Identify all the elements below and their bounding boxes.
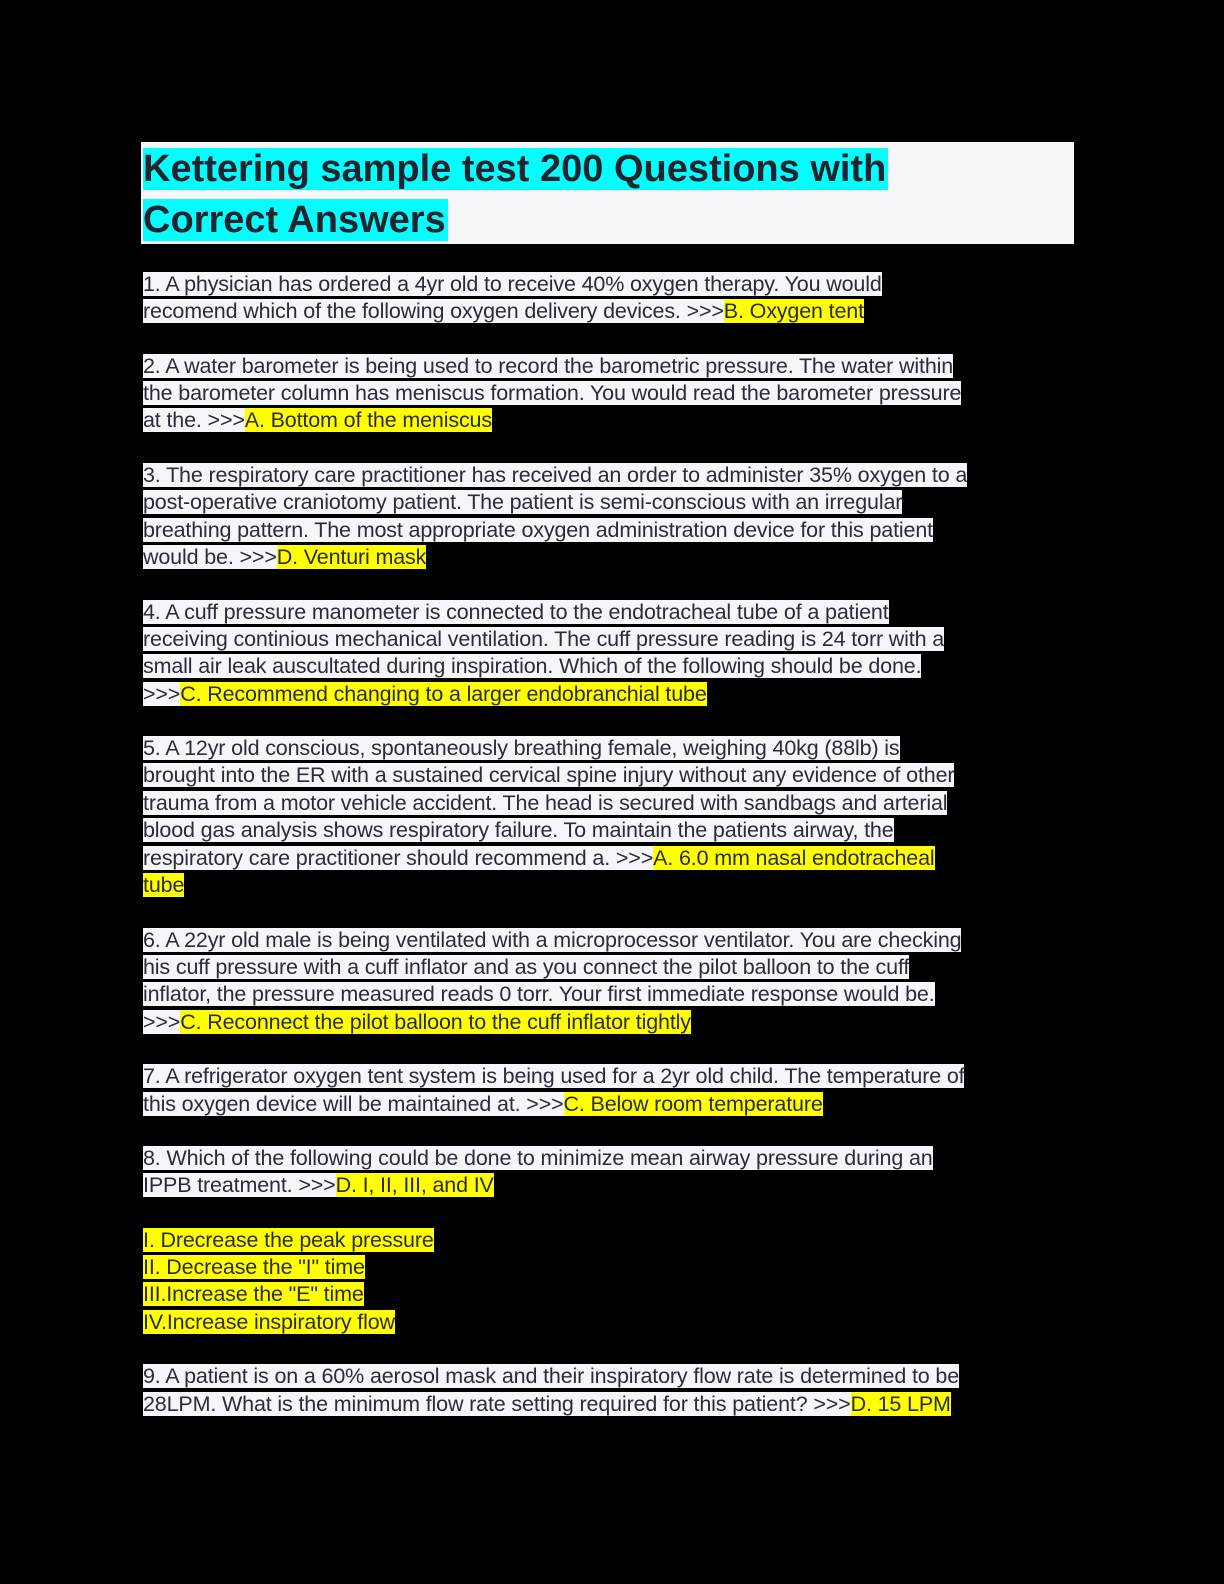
question-7-line-2: this oxygen device will be maintained at. >>>C. Below room temperature: [143, 1092, 823, 1116]
answer-highlight: D. Venturi mask: [276, 545, 427, 569]
question-3-line-3: breathing pattern. The most appropriate oxygen administration device for this patient: [143, 518, 933, 542]
question-4-line-3: small air leak auscultated during inspiration. Which of the following should be done.: [143, 654, 922, 678]
question-6-line-3: inflator, the pressure measured reads 0 torr. Your first immediate response would be.: [143, 982, 935, 1006]
answer-highlight: B. Oxygen tent: [723, 299, 864, 323]
question-2-line-1: 2. A water barometer is being used to record the barometric pressure. The water within: [143, 354, 954, 378]
document-title-line-2: Correct Answers: [143, 199, 446, 241]
question-3-line-1: 3. The respiratory care practitioner has received an order to administer 35% oxygen to a: [143, 463, 968, 487]
answer-highlight: A. Bottom of the meniscus: [244, 408, 492, 432]
document-title-line-1: Kettering sample test 200 Questions with: [143, 148, 887, 190]
question-2-line-3: at the. >>>A. Bottom of the meniscus: [143, 408, 492, 432]
question-1-line-2: recomend which of the following oxygen delivery devices. >>>B. Oxygen tent: [143, 299, 864, 323]
question-5-line-2: brought into the ER with a sustained cervical spine injury without any evidence of other: [143, 763, 955, 787]
question-9-line-1: 9. A patient is on a 60% aerosol mask and their inspiratory flow rate is determined to be: [143, 1364, 960, 1388]
question-6-line-4: >>>C. Reconnect the pilot balloon to the cuff inflator tightly: [143, 1010, 691, 1034]
question-6-line-1: 6. A 22yr old male is being ventilated with a microprocessor ventilator. You are checking: [143, 928, 962, 952]
question-8-line-2: IPPB treatment. >>>D. I, II, III, and IV: [143, 1173, 494, 1197]
question-8-option-4: IV.Increase inspiratory flow: [143, 1310, 395, 1334]
answer-highlight: C. Below room temperature: [563, 1092, 823, 1116]
question-3-line-4: would be. >>>D. Venturi mask: [143, 545, 427, 569]
answer-highlight: tube: [143, 873, 185, 897]
answer-highlight: C. Recommend changing to a larger endobranchial tube: [180, 682, 707, 706]
question-5-line-1: 5. A 12yr old conscious, spontaneously breathing female, weighing 40kg (88lb) is: [143, 736, 900, 760]
question-5-line-5: respiratory care practitioner should recommend a. >>>A. 6.0 mm nasal endotracheal: [143, 846, 935, 870]
answer-highlight: A. 6.0 mm nasal endotracheal: [653, 846, 935, 870]
question-5-line-3: trauma from a motor vehicle accident. The head is secured with sandbags and arterial: [143, 791, 948, 815]
question-4-line-2: receiving continious mechanical ventilation. The cuff pressure reading is 24 torr with a: [143, 627, 945, 651]
question-1-line-1: 1. A physician has ordered a 4yr old to receive 40% oxygen therapy. You would: [143, 272, 882, 296]
question-7-line-1: 7. A refrigerator oxygen tent system is being used for a 2yr old child. The temperature of: [143, 1064, 965, 1088]
question-8-line-1: 8. Which of the following could be done to minimize mean airway pressure during an: [143, 1146, 933, 1170]
question-2-line-2: the barometer column has meniscus formation. You would read the barometer pressure: [143, 381, 962, 405]
question-4-line-1: 4. A cuff pressure manometer is connected to the endotracheal tube of a patient: [143, 600, 889, 624]
question-5-line-6: [143, 872, 184, 899]
question-6-line-2: his cuff pressure with a cuff inflator and as you connect the pilot balloon to the cuff: [143, 955, 910, 979]
question-4-line-4: >>>C. Recommend changing to a larger endobranchial tube: [143, 682, 707, 706]
question-5-line-4: blood gas analysis shows respiratory failure. To maintain the patients airway, the: [143, 818, 894, 842]
answer-highlight: C. Reconnect the pilot balloon to the cuff inflator tightly: [180, 1010, 691, 1034]
question-8-option-3: III.Increase the "E" time: [143, 1282, 364, 1306]
question-3-line-2: post-operative craniotomy patient. The patient is semi-conscious with an irregular: [143, 490, 903, 514]
answer-highlight: D. I, II, III, and IV: [335, 1173, 494, 1197]
question-8-option-2: II. Decrease the "I" time: [143, 1255, 365, 1279]
answer-highlight: D. 15 LPM: [850, 1392, 951, 1416]
question-8-option-1: I. Drecrease the peak pressure: [143, 1228, 434, 1252]
question-9-line-2: 28LPM. What is the minimum flow rate setting required for this patient? >>>D. 15 LPM: [143, 1392, 951, 1416]
